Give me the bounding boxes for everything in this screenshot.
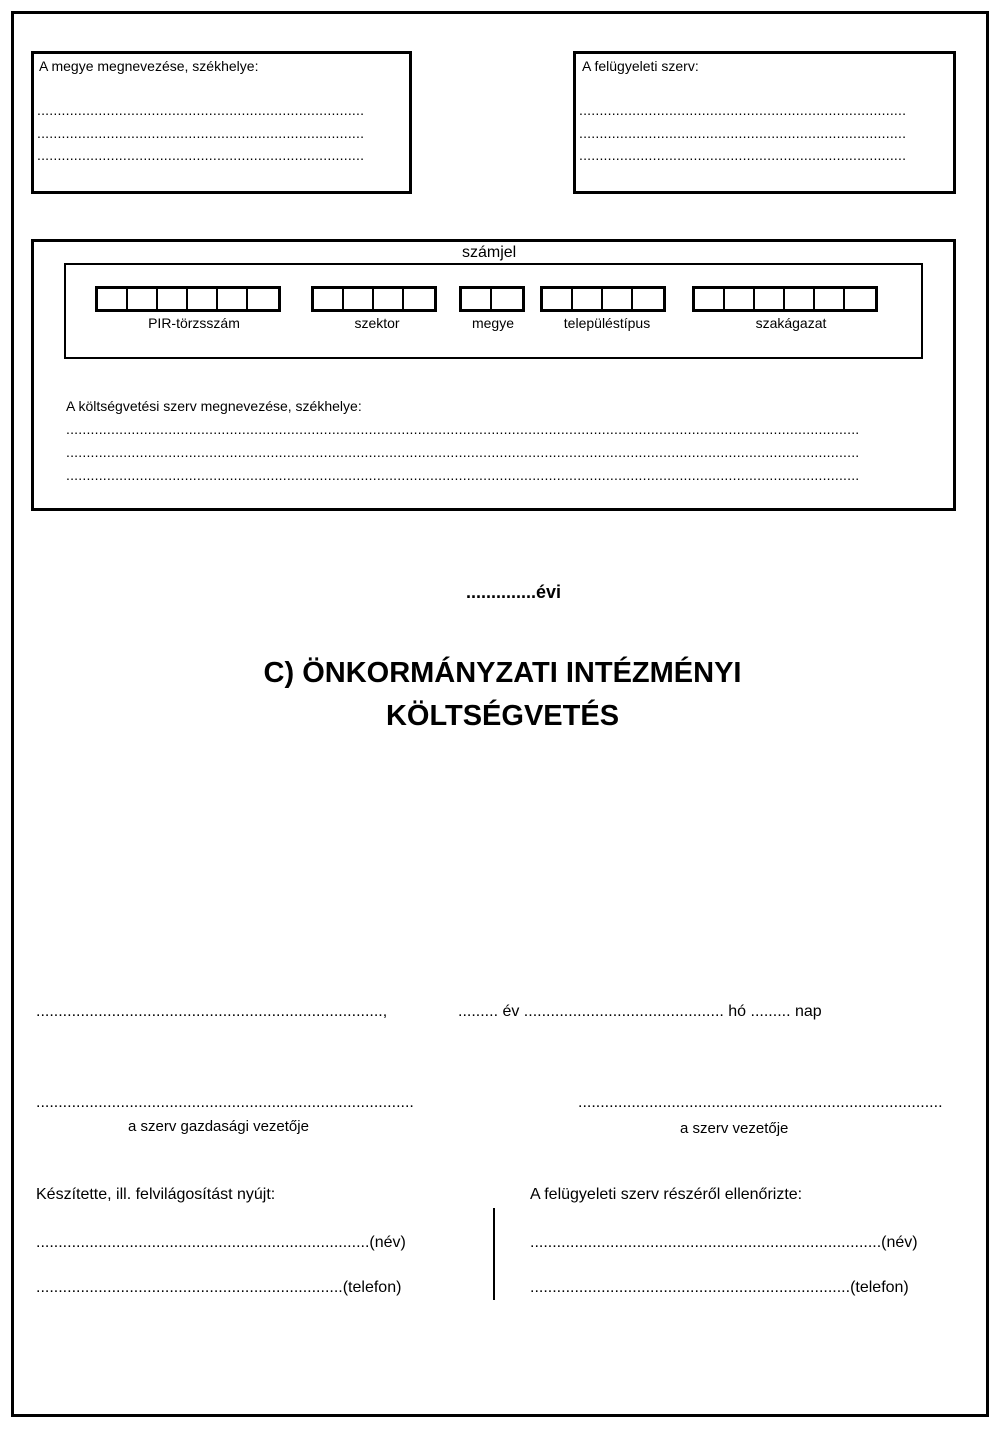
place-line[interactable]: ..............................................................................,: [36, 1003, 388, 1020]
prepared-name-line[interactable]: ...........................................................................(név): [36, 1234, 406, 1251]
vertical-divider: [493, 1208, 495, 1300]
branch-cells[interactable]: [692, 286, 878, 312]
year-line[interactable]: ..............évi: [465, 582, 562, 602]
head-label: a szerv vezetője: [680, 1120, 789, 1137]
branch-label: szakágazat: [755, 315, 827, 331]
sector-label: szektor: [354, 315, 400, 331]
checked-phone-line[interactable]: ........................................................................(telefon): [530, 1279, 909, 1296]
head-signature-line[interactable]: ..................................................................................: [578, 1094, 943, 1111]
main-title-line-1: C) ÖNKORMÁNYZATI INTÉZMÉNYI: [263, 657, 742, 689]
supervisor-line-3[interactable]: ................................................................................: [579, 147, 907, 163]
budget-org-label: A költségvetési szerv megnevezése, székhelye:: [66, 398, 362, 414]
checked-title: A felügyeleti szerv részéről ellenőrizte:: [530, 1186, 803, 1203]
budget-org-line-2[interactable]: ..................................................................................................................................................................................................: [66, 444, 860, 460]
sector-cells[interactable]: [311, 286, 437, 312]
county-line-3[interactable]: ................................................................................: [37, 147, 365, 163]
prepared-title: Készítette, ill. felvilágosítást nyújt:: [36, 1186, 276, 1203]
supervisor-label: A felügyeleti szerv:: [582, 58, 699, 74]
finance-head-label: a szerv gazdasági vezetője: [128, 1118, 309, 1135]
supervisor-line-1[interactable]: ................................................................................: [579, 102, 907, 118]
prepared-phone-line[interactable]: .....................................................................(telefon): [36, 1279, 402, 1296]
main-title-line-2: KÖLTSÉGVETÉS: [385, 700, 620, 732]
checked-name-line[interactable]: ...............................................................................(név): [530, 1234, 918, 1251]
supervisor-line-2[interactable]: ................................................................................: [579, 125, 907, 141]
county-code-label: megye: [471, 315, 515, 331]
account-title: számjel: [462, 244, 517, 261]
county-line-1[interactable]: ................................................................................: [37, 102, 365, 118]
pir-label: PIR-törzsszám: [148, 315, 240, 331]
pir-cells[interactable]: [95, 286, 281, 312]
budget-org-line-3[interactable]: ..................................................................................................................................................................................................: [66, 467, 860, 483]
settlement-label: településtípus: [563, 315, 651, 331]
county-line-2[interactable]: ................................................................................: [37, 125, 365, 141]
date-line[interactable]: ......... év ............................................. hó ......... nap: [458, 1003, 822, 1020]
finance-head-signature-line[interactable]: .....................................................................................: [36, 1094, 414, 1111]
county-cells[interactable]: [459, 286, 525, 312]
county-label: A megye megnevezése, székhelye:: [39, 58, 259, 74]
budget-org-line-1[interactable]: ..................................................................................................................................................................................................: [66, 421, 860, 437]
settlement-cells[interactable]: [540, 286, 666, 312]
